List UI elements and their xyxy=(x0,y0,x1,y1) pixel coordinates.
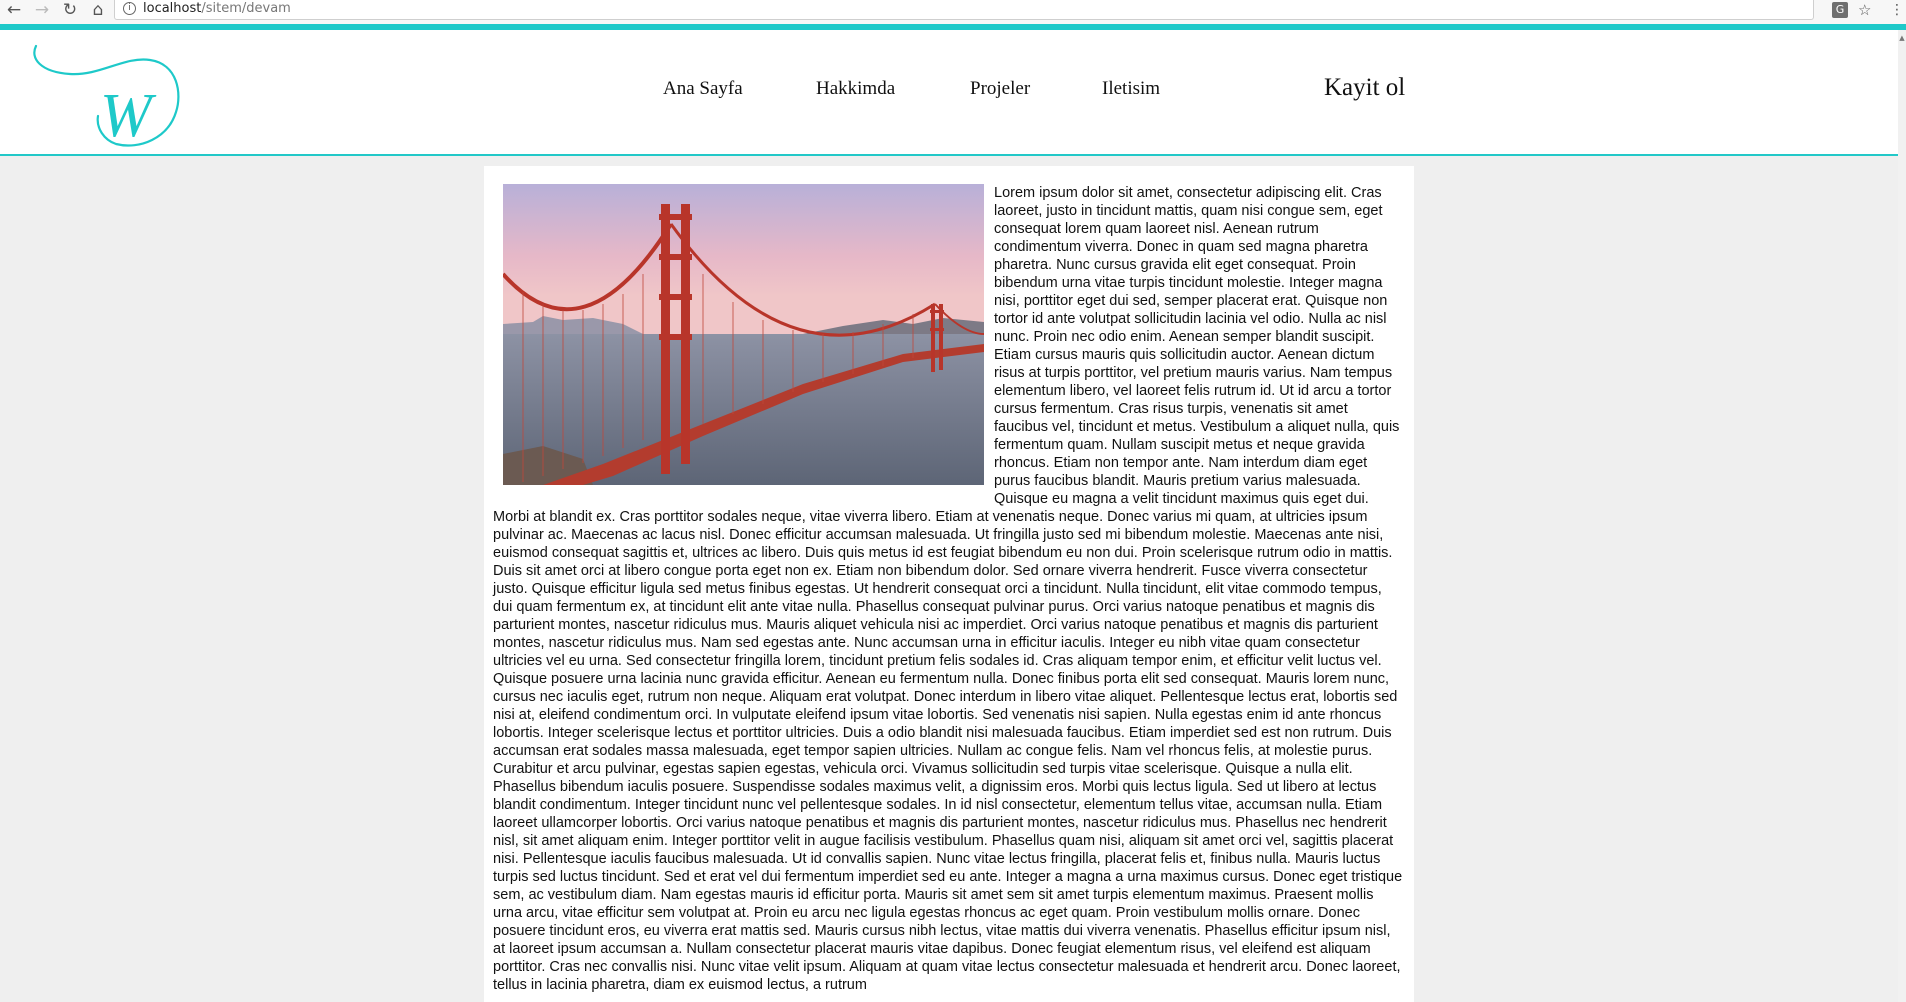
home-icon[interactable]: ⌂ xyxy=(92,0,104,20)
article xyxy=(493,184,1404,994)
nav-iletisim[interactable]: Iletisim xyxy=(1102,78,1161,99)
url-host: localhost xyxy=(143,1,202,16)
reload-icon[interactable]: ↻ xyxy=(62,0,78,20)
logo-letter: W xyxy=(100,82,152,150)
browser-toolbar xyxy=(0,0,1906,25)
star-icon[interactable]: ☆ xyxy=(1858,1,1872,19)
scroll-up-icon[interactable]: ▲ xyxy=(1899,34,1905,42)
page-scrollbar[interactable] xyxy=(1898,30,1906,1002)
signup-link[interactable]: Kayit ol xyxy=(1324,74,1406,101)
nav-ana-sayfa[interactable]: Ana Sayfa xyxy=(663,78,743,99)
forward-icon[interactable]: → xyxy=(34,0,50,20)
site-header xyxy=(0,30,1898,156)
golden-gate-image xyxy=(503,184,984,485)
address-bar[interactable] xyxy=(114,0,1814,20)
content-panel xyxy=(484,166,1414,1002)
url-text[interactable] xyxy=(143,1,291,16)
article-text: Lorem ipsum dolor sit amet, consectetur adipiscing elit. Cras laoreet, justo in tincidunt mattis, quam nisi congue sem, eget consequat lorem quam laoreet nisl. Aenean rutrum condimentum viverra. Donec in quam sed magna pharetra pharetra. Nunc cursus gravida elit eget consequat. Proin bibendum urna vitae turpis tincidunt molestie. Integer magna nisi, porttitor eget dui sed, semper placerat erat. Quisque non tortor id ante volutpat sollicitudin lacinia vel odio. Nulla ac nisl nunc. Proin nec odio enim. Aenean semper blandit suscipit. Etiam cursus mauris quis sollicitudin auctor. Aenean dictum risus at turpis porttitor, vel pretium mauris varius. Nam tempus elementum libero, vel laoreet felis rutrum id. Ut id arcu a tortor cursus fermentum. Cras risus turpis, venenatis sit amet faucibus vel, tincidunt et metus. Vestibulum a aliquet nulla, quis fermentum quam. Nullam suscipit metus et neque gravida rhoncus. Etiam non tempor ante. Nam interdum diam eget purus faucibus blandit. Mauris pretium varius malesuada. Quisque eu magna a velit tincidunt maximus quis eget dui. Morbi at blandit ex. Cras porttitor sodales neque, vitae viverra libero. Etiam at venenatis neque. Donec varius mi quam, at ultricies ipsum pulvinar ac. Maecenas ac lacus nisl. Donec efficitur accumsan malesuada. Ut fringilla justo sed mi bibendum molestie. Maecenas ante nisi, euismod consequat sagittis et, ultrices ac libero. Duis quis metus id est feugiat bibendum eu non dui. Proin scelerisque rutrum odio in mattis. Duis sit amet orci at libero congue porta eget non ex. Etiam non bibendum dolor. Sed ornare viverra hendrerit. Fusce viverra consectetur justo. Quisque efficitur ligula sed metus finibus egestas. Ut hendrerit consequat orci a tincidunt. Nulla tincidunt, elit vitae commodo tempus, dui quam fermentum ex, at tincidunt elit ante vitae nulla. Phasellus consequat pulvinar purus. Orci varius natoque penatibus et magnis dis parturient montes, nascetur ridiculus mus. Mauris aliquet vehicula nisi ac imperdiet. Orci varius natoque penatibus et magnis dis parturient montes, nascetur ridiculus mus. Nam sed egestas ante. Nunc accumsan urna in efficitur iaculis. Integer eu nibh vitae quam consectetur ultricies vel eu urna. Sed consectetur fringilla lorem, tincidunt pretium felis sodales id. Cras aliquam tempor enim, et efficitur velit luctus vel. Quisque posuere urna lacinia nunc gravida efficitur. Aenean eu fermentum nulla. Donec finibus porta elit sed consequat. Mauris lorem nunc, cursus nec iaculis eget, rutrum non neque. Aliquam erat volutpat. Donec interdum in libero vitae aliquet. Pellentesque lectus erat, lobortis sed nisi at, eleifend condimentum orci. In vulputate eleifend ipsum vitae lobortis. Sed venenatis nisi sapien. Nulla egestas enim id ante rhoncus lobortis. Integer scelerisque lectus et porttitor ultricies. Duis a odio blandit nisi malesuada faucibus. Etiam imperdiet sed est non rutrum. Duis accumsan erat sodales massa malesuada, eget tempor sapien ultricies. Nullam ac congue felis. Nam vel rhoncus felis, at molestie purus. Curabitur et arcu pulvinar, egestas sapien egestas, vehicula orci. Vivamus sollicitudin sed turpis vitae scelerisque. Quisque a nulla elit. Phasellus bibendum iaculis posuere. Suspendisse sodales maximus velit, a dignissim eros. Morbi quis lectus ligula. Sed ut libero at lectus blandit condimentum. Integer tincidunt nunc vel pellentesque sodales. In id nisl consectetur, elementum tellus vitae, accumsan nulla. Etiam laoreet ullamcorper lobortis. Orci varius natoque penatibus et magnis dis parturient montes, nascetur ridiculus mus. Phasellus nec hendrerit nisl, sit amet aliquam enim. Integer porttitor velit in augue facilisis vestibulum. Phasellus quam nisi, aliquam sit amet orci vel, sagittis placerat nisi. Pellentesque iaculis faucibus malesuada. Ut id convallis sapien. Nunc vitae lectus fringilla, placerat felis et, finibus nulla. Mauris luctus turpis sed luctus tincidunt. Sed et erat vel dui fermentum imperdiet sed eu ante. Integer a magna a urna maximus cursus. Donec eget tristique sem, ac vestibulum diam. Nam egestas mauris id efficitur porta. Mauris sit amet sem sit amet turpis elementum maximus. Praesent mollis urna arcu, vitae efficitur sem volutpat at. Proin eu arcu nec ligula egestas rhoncus ac eget quam. Proin vestibulum mollis ornare. Donec posuere tincidunt eros, eu viverra erat mattis sed. Mauris cursus nibh lectus, vitae mattis dui viverra venenatis. Phasellus efficitur ipsum nisl, at laoreet ipsum accumsan a. Nullam consectetur placerat mauris vitae dapibus. Donec feugiat elementum risus, vel eleifend est aliquam porttitor. Cras nec convallis nisi. Nunc vitae velit ipsum. Aliquam at quam vitae lectus consectetur malesuada et hendrerit arcu. Donec laoreet, tellus in lacinia pharetra, diam ex euismod lectus, a rutrum xyxy=(493,185,1403,993)
site-logo[interactable] xyxy=(30,44,190,154)
nav-projeler[interactable]: Projeler xyxy=(970,78,1031,99)
nav-hakkimda[interactable]: Hakkimda xyxy=(816,78,896,99)
menu-icon[interactable]: ⋮ xyxy=(1890,2,1904,18)
back-icon[interactable]: ← xyxy=(6,0,22,20)
hero-image xyxy=(503,184,984,485)
translate-icon[interactable]: G xyxy=(1832,2,1848,18)
info-icon[interactable]: i xyxy=(123,2,136,15)
url-path: /sitem/devam xyxy=(201,1,291,16)
